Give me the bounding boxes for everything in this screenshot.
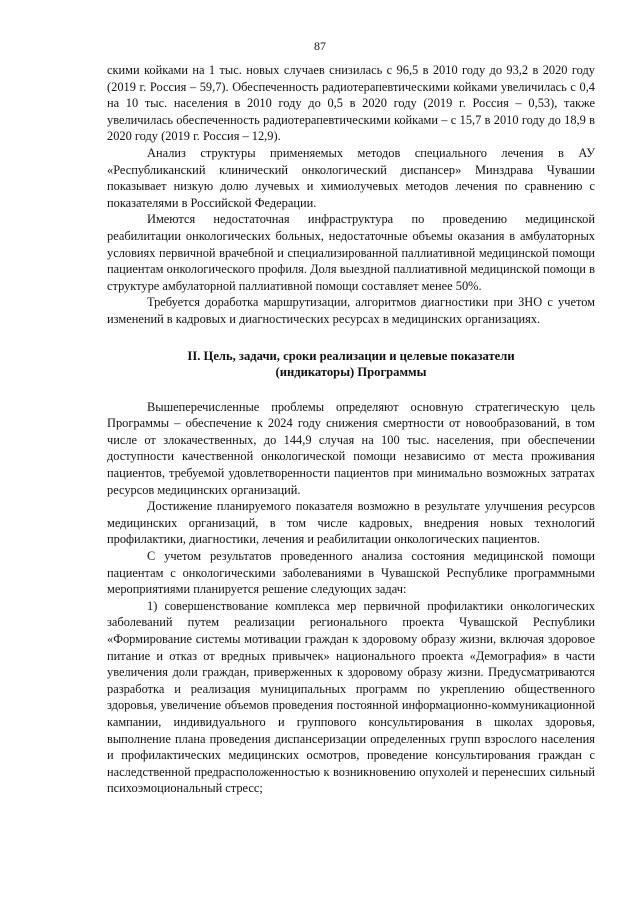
- page-number: 87: [314, 39, 326, 53]
- section-heading: [107, 348, 595, 381]
- paragraph-routing: Требуется доработка маршрутизации, алгоритмов диагностики при ЗНО с учетом изменений в кадровых и диагностических ресурсах в медицинских организациях.: [107, 295, 595, 326]
- paragraph-goal: Вышеперечисленные проблемы определяют основную стратегическую цель Программы – обеспечение к 2024 году снижения смертности от новообразований, в том числе от злокачественных, до 144,9 случая на 100 тыс. населения, при обеспечении доступности качественной онкологической помощи независимо от места проживания пациентов, требуемой удовлетворенности пациентов при минимально возможных затратах ресурсов медицинских организаций.: [107, 399, 595, 497]
- paragraph-infrastructure: Имеются недостаточная инфраструктура по проведению медицинской реабилитации онкологических больных, недостаточные объемы оказания в амбулаторных условиях первичной врачебной и специализированной паллиативной медицинской помощи пациентам онкологического профиля. Доля выездной паллиативной медицинской помощи в структуре амбулаторной паллиативной помощи составляет менее 50%.: [107, 212, 595, 293]
- paragraph-task-1: 1) совершенствование комплекса мер первичной профилактики онкологических заболеваний путем реализации регионального проекта Чувашской Республики «Формирование системы мотивации граждан к здоровому образу жизни, включая здоровое питание и отказ от вредных привычек» национального проекта «Демография» в части увеличения доли граждан, приверженных к здоровому образу жизни. Предусматриваются разработка и реализация муниципальных программ по укреплению общественного здоровья, увеличение объемов проведения постоянной информационно-коммуникационной кампании, индивидуального и группового консультирования в школах здоровья, выполнение плана проведения диспансеризации определенных групп взрослого населения и профилактических медицинских осмотров, проведение консультирования граждан с наследственной предрасположенностью к возникновению опухолей и перенесших сильный психоэмоциональный стресс;: [107, 598, 595, 796]
- section-heading-line-2: (индикаторы) Программы: [275, 365, 427, 380]
- paragraph-achievement: Достижение планируемого показателя возможно в результате улучшения ресурсов медицинских организаций, в том числе кадровых, внедрения новых технологий профилактики, диагностики, лечения и реабилитации онкологических пациентов.: [107, 499, 595, 547]
- section-heading-line-1: II. Цель, задачи, сроки реализации и целевые показатели: [187, 348, 515, 363]
- paragraph-analysis: Анализ структуры применяемых методов специального лечения в АУ «Республиканский клинический онкологический диспансер» Минздрава Чувашии показывает низкую долю лучевых и химиолучевых методов лечения по сравнению с показателями в Российской Федерации.: [107, 145, 595, 210]
- paragraph-continued: скими койками на 1 тыс. новых случаев снизилась с 96,5 в 2010 году до 93,2 в 2020 году (2019 г. Россия – 59,7). Обеспеченность радиотерапевтическими койками увеличилась с 0,4 на 10 тыс. населения в 2010 году до 0,5 в 2020 году (2019 г. Россия – 0,53), также увеличилась обеспеченность радиотерапевтическими койками – с 15,7 в 2010 году до 18,9 в 2020 году (2019 г. Россия – 12,9).: [107, 63, 595, 144]
- page-content: [107, 62, 595, 797]
- paragraph-tasks-intro: С учетом результатов проведенного анализа состояния медицинской помощи пациентам с онкологическими заболеваниями в Чувашской Республике программными мероприятиями планируется решение следующих задач:: [107, 549, 595, 597]
